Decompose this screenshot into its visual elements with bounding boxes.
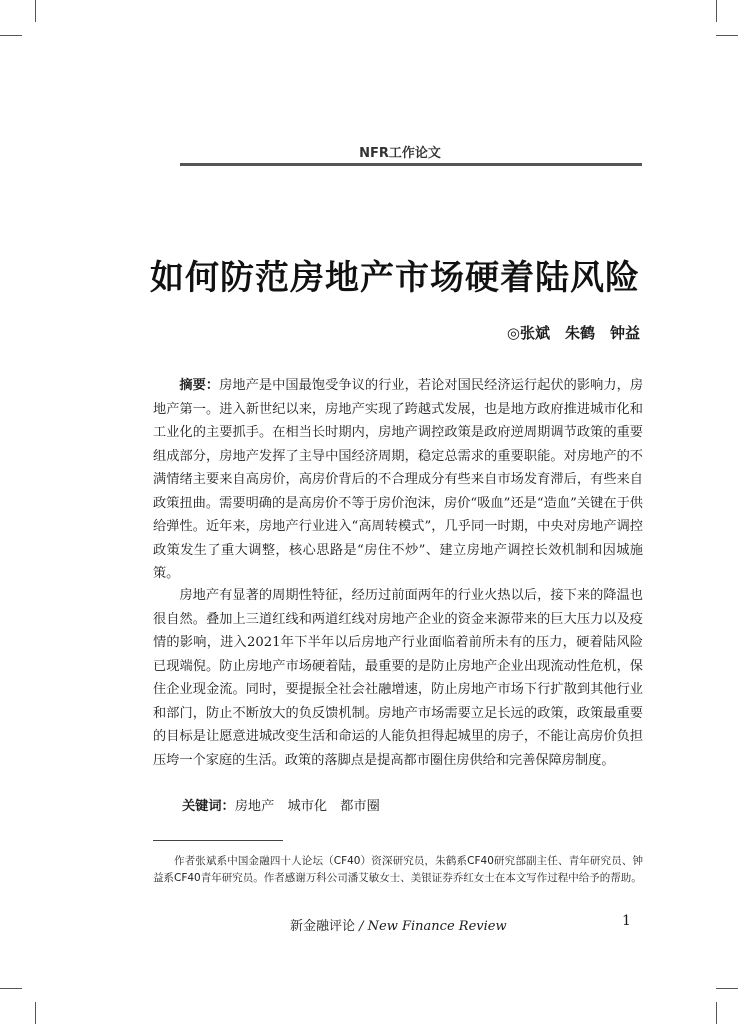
page-number: 1 bbox=[622, 913, 631, 929]
keywords-text: 房地产 城市化 都市圈 bbox=[234, 799, 380, 814]
crop-mark bbox=[716, 0, 717, 22]
crop-mark bbox=[0, 988, 22, 989]
journal-name bbox=[290, 915, 507, 934]
crop-mark bbox=[0, 35, 22, 36]
body-paragraph: 房地产有显著的周期性特征，经历过前面两年的行业火热以后，接下来的降温也很自然。叠加上三道红线和两道红线对房地产企业的资金来源带来的巨大压力以及疫情的影响，进入2021年下半年以后房地产行业面临着前所未有的压力，硬着陆风险已现端倪。防止房地产市场硬着陆，最重要的是防止房地产企业出现流动性危机，保住企业现金流。同时，要提振全社会社融增速，防止房地产市场下行扩散到其他行业和部门，防止不断放大的负反馈机制。房地产市场需要立足长远的政策，政策最重要的目标是让愿意进城改变生活和命运的人能负担得起城里的房子，不能让高房价负担压垮一个家庭的生活。政策的落脚点是提高都市圈住房供给和完善保障房制度。 bbox=[153, 588, 643, 768]
journal-name-en: New Finance Review bbox=[367, 919, 507, 934]
journal-name-cn: 新金融评论 bbox=[290, 919, 356, 934]
article-title: 如何防范房地产市场硬着陆风险 bbox=[150, 258, 640, 298]
header-rule bbox=[180, 163, 642, 166]
abstract-label: 摘要： bbox=[179, 378, 220, 393]
running-header: NFR工作论文 bbox=[359, 146, 441, 161]
crop-mark bbox=[716, 35, 738, 36]
crop-mark bbox=[35, 0, 36, 22]
footnote: 作者张斌系中国金融四十人论坛（CF40）资深研究员，朱鹤系CF40研究部副主任、青年研究员、钟益系CF40青年研究员。作者感谢万科公司潘艾敏女士、美银证券乔红女士在本文写作过程中给予的帮助。 bbox=[153, 855, 643, 884]
footnote-rule bbox=[153, 840, 283, 841]
keywords-label: 关键词： bbox=[182, 799, 235, 814]
crop-mark bbox=[716, 1002, 717, 1024]
journal-separator: / bbox=[355, 919, 368, 934]
crop-mark bbox=[716, 988, 738, 989]
crop-mark bbox=[35, 1002, 36, 1024]
author-line: ◎张斌 朱鹤 钟益 bbox=[506, 324, 640, 342]
abstract-text: 房地产是中国最饱受争议的行业，若论对国民经济运行起伏的影响力，房地产第一。进入新世纪以来，房地产实现了跨越式发展，也是地方政府推进城市化和工业化的主要抓手。在相当长时期内，房地产调控政策是政府逆周期调节政策的重要组成部分，房地产发挥了主导中国经济周期，稳定总需求的重要职能。对房地产的不满情绪主要来自高房价，高房价背后的不合理成分有些来自市场发育滞后，有些来自政策扭曲。需要明确的是高房价不等于房价泡沫，房价“吸血”还是“造血”关键在于供给弹性。近年来，房地产行业进入“高周转模式”，几乎同一时期，中央对房地产调控政策发生了重大调整，核心思路是“房住不炒”、建立房地产调控长效机制和因城施策。 bbox=[153, 378, 644, 581]
keywords-line bbox=[182, 795, 380, 814]
abstract-paragraph bbox=[153, 374, 643, 586]
